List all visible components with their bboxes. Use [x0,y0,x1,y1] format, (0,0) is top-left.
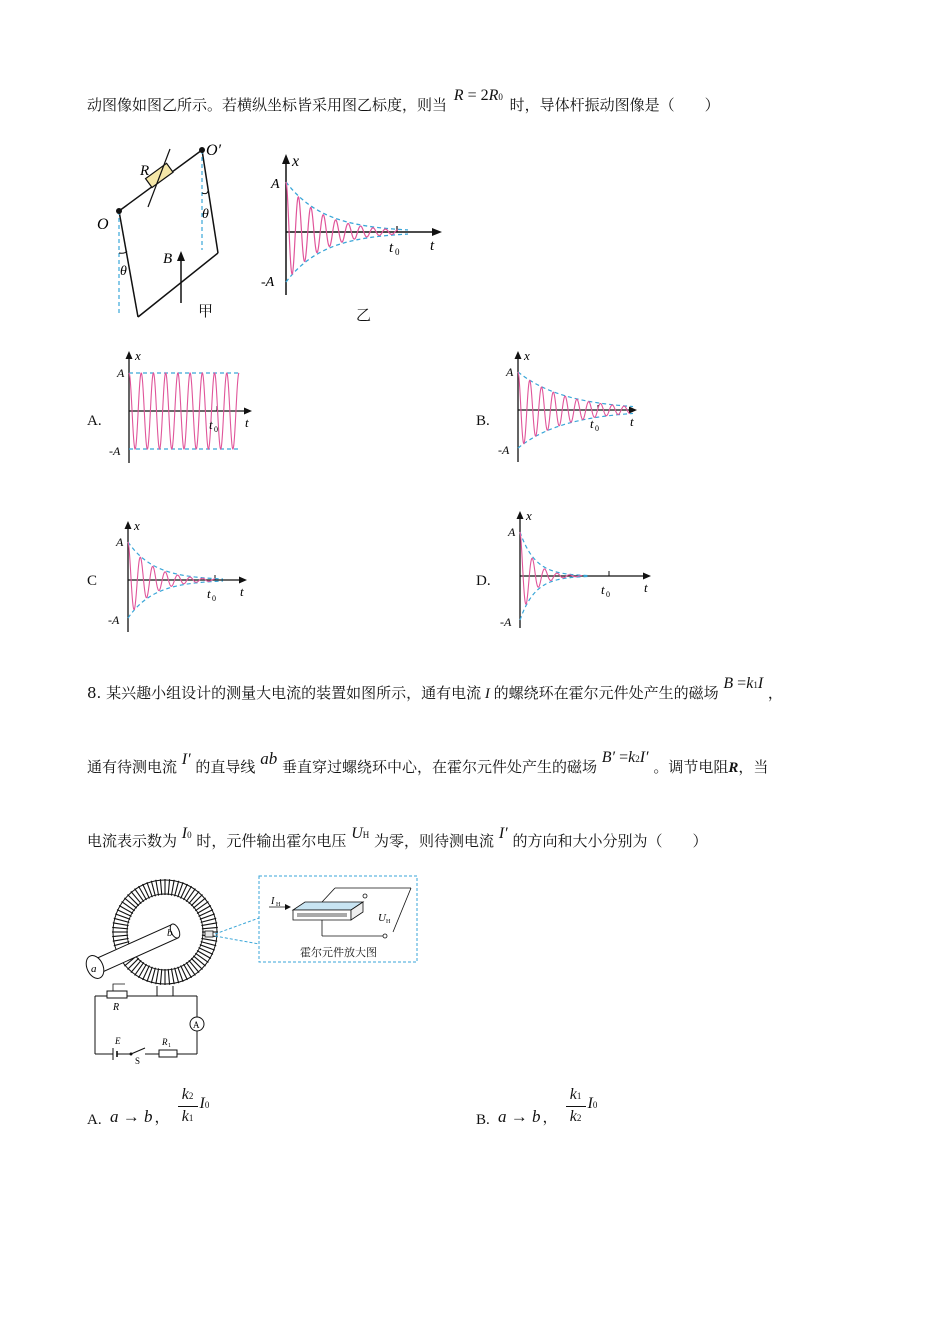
svg-text:A: A [117,366,125,380]
svg-text:H: H [386,919,391,925]
svg-text:a: a [91,963,97,975]
q8-option-b-i0: I0 [587,1094,598,1112]
q8-option-b-label[interactable]: B. [476,1112,490,1128]
svg-text:H: H [276,902,281,908]
q8-option-a-direction: a → b [110,1106,153,1126]
svg-text:x: x [135,348,141,363]
q8-line2-suffix: 。调节电阻 [653,758,729,776]
figure-yi [258,150,448,300]
q8-resistor-r: R [728,760,739,776]
svg-text:0: 0 [395,247,400,257]
q8-line3-mid1: 时，元件输出霍尔电压 [196,832,347,850]
q8-line2-end: ，当 [738,758,769,776]
svg-text:x: x [134,518,140,533]
svg-text:x: x [524,348,530,363]
svg-text:R: R [113,1002,120,1013]
q7-option-b-label[interactable]: B. [476,413,490,429]
svg-text:-A: -A [500,615,512,629]
svg-text:-A: -A [108,613,120,627]
svg-text:t: t [207,586,211,601]
svg-text:t: t [209,417,213,432]
q7-option-b-graph[interactable] [494,348,654,468]
svg-text:b: b [167,927,173,939]
q8-option-b-direction: a → b [498,1106,541,1126]
q7-option-d-graph[interactable] [494,508,664,633]
svg-text:I: I [271,896,275,907]
figure-jia-label: 甲 [198,302,214,320]
q8-option-a-fraction: $\frac{k2}{k1}$ [178,1086,198,1127]
q7-option-a-graph[interactable] [104,348,264,468]
svg-text:-A: -A [261,275,275,290]
q8-option-b-content[interactable] [498,1086,597,1127]
q8-current-i0: I0 [181,825,192,842]
q8-line1-mid: 的螺绕环在霍尔元件处产生的磁场 [493,684,719,702]
svg-text:U: U [378,912,386,924]
svg-text:O: O [97,216,109,233]
svg-text:θ: θ [202,207,209,222]
svg-text:A: A [116,535,124,549]
svg-text:0: 0 [606,590,610,599]
q8-formula-b: B =k1I [723,675,764,692]
figure-jia [90,135,240,325]
q8-line1-end: ， [767,684,783,702]
svg-text:t: t [430,238,435,254]
q7-stem-prefix: 动图像如图乙所示。若横纵坐标皆采用图乙标度，则当 [87,96,448,114]
svg-text:t: t [590,416,594,431]
hall-inset-caption: 霍尔元件放大图 [300,946,377,959]
q7-option-c-graph[interactable] [104,518,264,638]
q8-stem-line-3 [87,825,708,851]
q7-stem-suffix: 时，导体杆振动图像是（ ） [509,96,720,114]
svg-text:0: 0 [212,594,216,603]
svg-text:-A: -A [109,444,121,458]
q8-current-i-prime-2: I′ [498,825,508,842]
svg-text:1: 1 [168,1043,171,1049]
q8-wire-ab: ab [260,749,278,768]
q8-line2-mid2: 垂直穿过螺绕环中心，在霍尔元件处产生的磁场 [281,758,597,776]
q7-option-a-label[interactable]: A. [87,413,102,429]
q8-option-b-fraction: $\frac{k1}{k2}$ [566,1086,586,1127]
q8-option-b-comma: ， [542,1108,558,1126]
svg-text:t: t [630,414,634,429]
svg-text:t: t [601,582,605,597]
q7-option-d-label[interactable]: D. [476,573,491,589]
q8-current-i-prime: I′ [181,751,191,768]
svg-text:x: x [292,153,300,170]
q8-apparatus-figure [85,872,425,1072]
svg-text:R: R [162,1037,168,1047]
q8-line3-prefix: 电流表示数为 [87,832,178,850]
q8-line3-mid2: 为零，则待测电流 [374,832,495,850]
q7-condition-formula: R = 2R0 [453,87,503,104]
svg-text:B: B [163,251,173,267]
svg-text:A: A [271,177,280,192]
q8-stem-line-1 [87,675,783,703]
q8-formula-b-prime: B′ =k2I′ [601,749,649,766]
svg-text:t: t [389,240,394,256]
svg-text:R: R [140,163,150,179]
q8-stem-line-2 [87,749,769,777]
q8-option-a-i0: I0 [199,1094,210,1112]
svg-text:E: E [115,1036,121,1046]
q8-current-i: I [481,686,494,702]
svg-text:θ: θ [120,264,127,279]
svg-text:0: 0 [595,424,599,433]
q8-line3-suffix: 的方向和大小分别为（ ） [512,832,708,850]
svg-text:x: x [526,508,532,523]
svg-text:A: A [506,365,514,379]
q8-hall-voltage: UH [351,825,370,842]
figure-yi-label: 乙 [356,306,372,324]
svg-text:t: t [644,580,648,595]
svg-text:0: 0 [214,425,218,434]
q8-option-a-label[interactable]: A. [87,1112,102,1128]
svg-text:t: t [240,584,244,599]
q8-line1-prefix: 8. 某兴趣小组设计的测量大电流的装置如图所示，通有电流 [87,684,482,702]
q8-line2-mid1: 的直导线 [195,758,256,776]
q8-line2-prefix: 通有待测电流 [87,758,178,776]
svg-text:S: S [135,1056,141,1066]
svg-text:A: A [193,1020,200,1030]
q8-option-a-content[interactable] [110,1086,209,1127]
q8-option-a-comma: ， [154,1108,170,1126]
svg-text:O′: O′ [206,142,222,159]
svg-text:-A: -A [498,443,510,457]
svg-text:A: A [508,525,516,539]
q7-stem-line [87,87,720,115]
q7-option-c-label[interactable]: C [87,573,98,589]
svg-text:t: t [245,415,249,430]
